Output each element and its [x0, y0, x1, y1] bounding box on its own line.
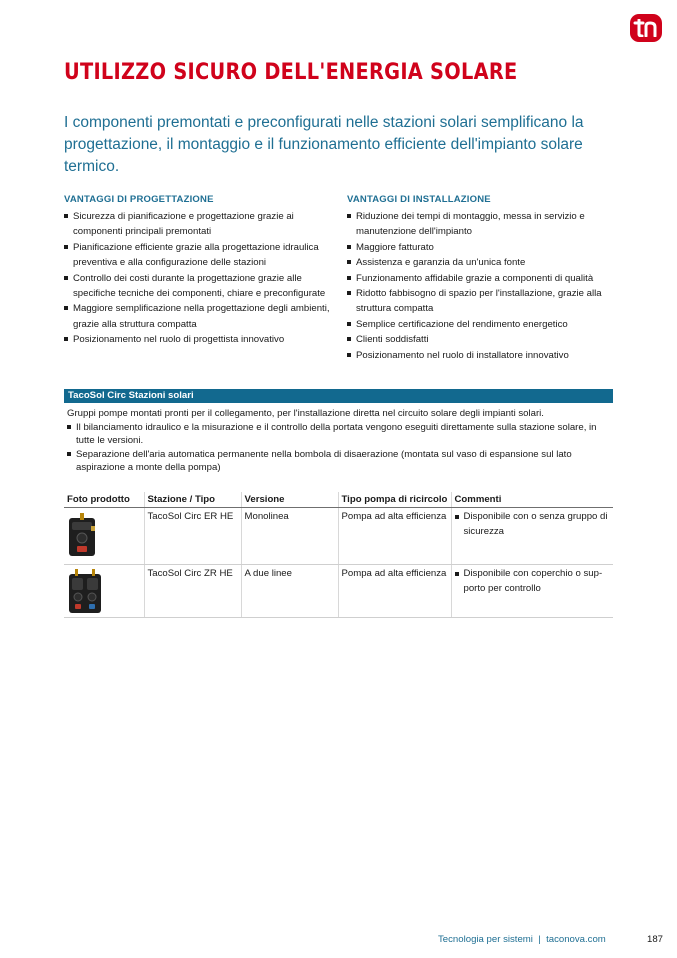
list-item: Disponibile con o senza gruppo di sicurezza: [455, 510, 611, 539]
pump-cell: Pompa ad alta efficienza: [338, 508, 451, 565]
version-cell: A due linee: [241, 565, 338, 618]
solar-station-single-line-photo: [67, 512, 97, 558]
planning-advantages-list: [64, 209, 336, 348]
section-lead: Gruppi pompe montati pronti per il collegamento, per l'installazione diretta nel circuito solare degli impianti solari.: [67, 408, 544, 419]
list-item: Funzionamento affidabile grazie a componenti di qualità: [347, 271, 619, 286]
section-header-bar: TacoSol Circ Stazioni solari: [64, 389, 613, 403]
page-title: UTILIZZO SICURO DELL'ENERGIA SOLARE: [64, 60, 518, 85]
column-header: Tipo pompa di ricircolo: [338, 492, 451, 508]
table-header-row: [64, 492, 613, 508]
list-item: Posizionamento nel ruolo di progettista innovativo: [64, 332, 336, 347]
list-item: Separazione dell'aria automatica permanente nella bombola di disaerazione (montata sul vaso di espansione sul lato aspirazione a monte della pompa): [67, 448, 607, 475]
footer-text: Tecnologia per sistemi | taconova.com: [438, 934, 606, 945]
page-number: 187: [647, 934, 664, 945]
installation-advantages-heading: VANTAGGI DI INSTALLAZIONE: [347, 194, 491, 205]
list-item: Riduzione dei tempi di montaggio, messa in servizio e manutenzione dell'impianto: [347, 209, 619, 240]
taconova-logo: [630, 14, 662, 42]
planning-advantages: [64, 194, 336, 348]
list-item: Disponibile con coperchio o sup-porto per controllo: [455, 567, 611, 596]
intro-text: I componenti premontati e preconfigurati nelle stazioni solari semplificano la progettazione, il montaggio e il funzionamento efficiente dell'impianto solare termico.: [64, 114, 584, 175]
station-cell: TacoSol Circ ZR HE: [144, 565, 241, 618]
list-item: Controllo dei costi durante la progettazione grazie alle specifiche tecniche dei componenti, chiare e preconfigurate: [64, 271, 336, 302]
list-item: Maggiore fatturato: [347, 240, 619, 255]
table-row: [64, 565, 613, 618]
version-cell: Monolinea: [241, 508, 338, 565]
installation-advantages: [347, 194, 619, 363]
tn-logo-icon: [633, 19, 659, 37]
list-item: Maggiore semplificazione nella progettazione degli ambienti, grazie alla struttura compatta: [64, 301, 336, 332]
product-table: [64, 492, 613, 618]
list-item: Posizionamento nel ruolo di installatore innovativo: [347, 348, 619, 363]
column-header: Stazione / Tipo: [144, 492, 241, 508]
list-item: Pianificazione efficiente grazie alla progettazione idraulica preventiva e alla configurazione delle stazioni: [64, 240, 336, 271]
comment-cell: [451, 565, 613, 618]
pump-cell: Pompa ad alta efficienza: [338, 565, 451, 618]
column-header: Commenti: [451, 492, 613, 508]
list-item: Semplice certificazione del rendimento energetico: [347, 317, 619, 332]
list-item: Assistenza e garanzia da un'unica fonte: [347, 255, 619, 270]
solar-station-dual-line-photo: [67, 569, 103, 615]
list-item: Il bilanciamento idraulico e la misurazione e il controllo della portata vengono eseguiti direttamente sulla stazione solare, in tutte le versioni.: [67, 421, 607, 448]
section-description: [67, 407, 607, 475]
comment-list: [455, 510, 611, 539]
column-header: Foto prodotto: [64, 492, 144, 508]
comment-cell: [451, 508, 613, 565]
section-feature-list: [67, 421, 607, 475]
table-row: [64, 508, 613, 565]
installation-advantages-list: [347, 209, 619, 363]
list-item: Sicurezza di pianificazione e progettazione grazie ai componenti principali premontati: [64, 209, 336, 240]
planning-advantages-heading: VANTAGGI DI PROGETTAZIONE: [64, 194, 214, 205]
column-header: Versione: [241, 492, 338, 508]
comment-list: [455, 567, 611, 596]
station-cell: TacoSol Circ ER HE: [144, 508, 241, 565]
photo-cell: [64, 565, 144, 618]
photo-cell: [64, 508, 144, 565]
list-item: Clienti soddisfatti: [347, 332, 619, 347]
list-item: Ridotto fabbisogno di spazio per l'installazione, grazie alla struttura compatta: [347, 286, 619, 317]
